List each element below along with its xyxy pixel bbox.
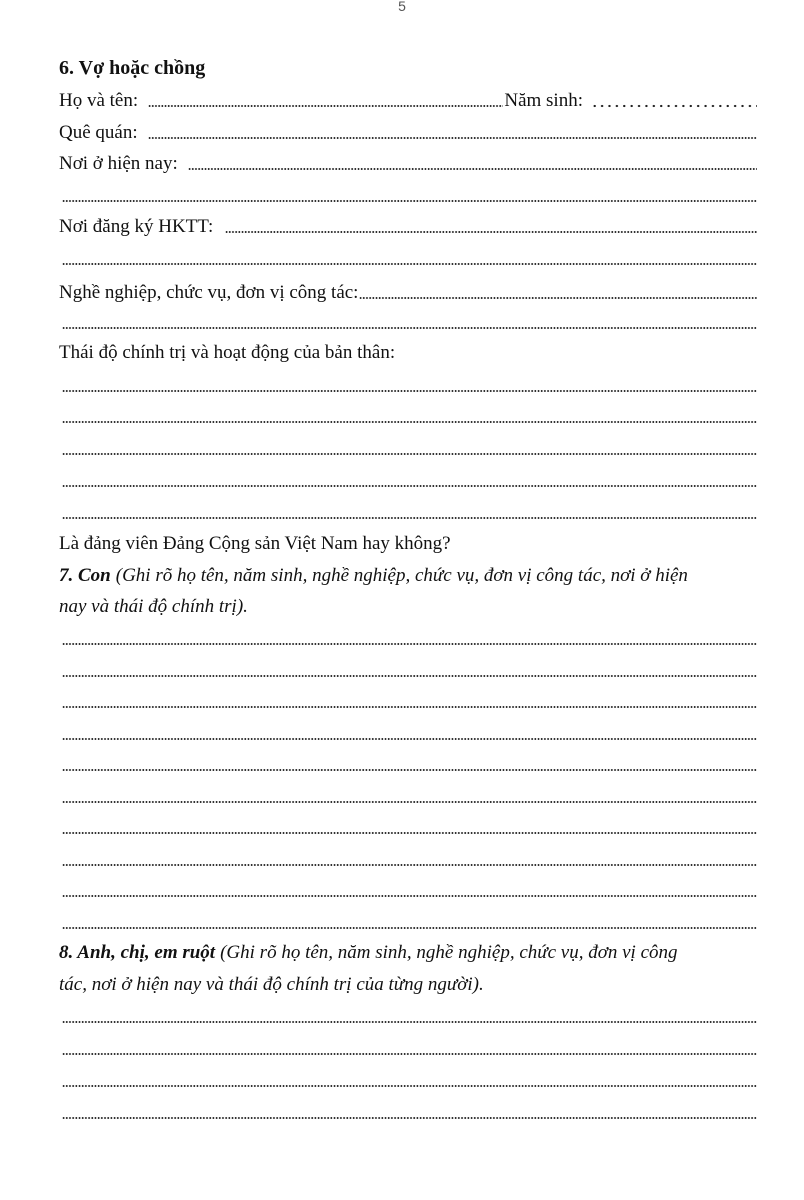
con-field-line-9[interactable]	[62, 894, 757, 898]
dang-vien-question: Là đảng viên Đảng Cộng sản Việt Nam hay không?	[59, 533, 451, 554]
nghe-nghiep-field[interactable]	[359, 296, 757, 300]
thai-do-line	[59, 437, 757, 461]
thai-do-row	[59, 341, 757, 365]
noi-dang-ky-label: Nơi đăng ký HKTT:	[59, 216, 214, 237]
con-field-line-8[interactable]	[62, 863, 757, 867]
ho-va-ten-field[interactable]	[148, 104, 503, 108]
section-7-note-line-1: (Ghi rõ họ tên, năm sinh, nghề nghiệp, chức vụ, đơn vị công tác, nơi ở hiện	[115, 565, 688, 586]
anh-chi-em-field-line-4[interactable]	[62, 1116, 757, 1120]
que-quan-row	[59, 121, 757, 145]
con-line	[59, 848, 757, 872]
nghe-nghiep-label: Nghề nghiệp, chức vụ, đơn vị công tác:	[59, 282, 359, 303]
section-7-title-row	[59, 564, 757, 588]
noi-dang-ky-row	[59, 215, 757, 239]
thai-do-field-line-5[interactable]	[62, 516, 757, 520]
noi-o-row	[59, 152, 757, 176]
nam-sinh-field[interactable]	[591, 104, 757, 108]
thai-do-field-line-4[interactable]	[62, 484, 757, 488]
thai-do-label: Thái độ chính trị và hoạt động của bản thân:	[59, 342, 396, 363]
thai-do-line	[59, 374, 757, 398]
section-8-note-row	[59, 973, 757, 997]
con-line	[59, 659, 757, 683]
anh-chi-em-field-line-1[interactable]	[62, 1020, 757, 1024]
con-line	[59, 627, 757, 651]
section-8-title-row	[59, 941, 757, 965]
anh-chi-em-field-line-3[interactable]	[62, 1084, 757, 1088]
noi-dang-ky-field[interactable]	[225, 230, 757, 234]
thai-do-field-line-1[interactable]	[62, 389, 757, 393]
con-line	[59, 785, 757, 809]
thai-do-field-line-2[interactable]	[62, 420, 757, 424]
section-8-heading: 8. Anh, chị, em ruột	[59, 942, 216, 963]
que-quan-label: Quê quán:	[59, 122, 138, 143]
nghe-nghiep-field-line-2[interactable]	[62, 326, 757, 330]
section-8-note-line-2: tác, nơi ở hiện nay và thái độ chính trị của từng người).	[59, 974, 484, 995]
noi-dang-ky-continuation-row	[59, 247, 757, 271]
section-8-note-line-1: (Ghi rõ họ tên, năm sinh, nghề nghiệp, chức vụ, đơn vị công	[220, 942, 678, 963]
con-field-line-6[interactable]	[62, 800, 757, 804]
section-7-note-line-2: nay và thái độ chính trị).	[59, 596, 248, 617]
que-quan-field[interactable]	[148, 136, 757, 140]
ho-va-ten-row	[59, 89, 757, 113]
anh-chi-em-line	[59, 1005, 757, 1029]
con-field-line-5[interactable]	[62, 768, 757, 772]
nghe-nghiep-row	[59, 281, 757, 305]
con-field-line-3[interactable]	[62, 705, 757, 709]
con-line	[59, 879, 757, 903]
thai-do-line	[59, 405, 757, 429]
con-line	[59, 753, 757, 777]
noi-o-continuation-row	[59, 184, 757, 208]
anh-chi-em-field-line-2[interactable]	[62, 1052, 757, 1056]
noi-o-field-line-2[interactable]	[62, 199, 757, 203]
con-line	[59, 690, 757, 714]
section-7-heading: 7. Con	[59, 565, 111, 586]
dang-vien-row	[59, 532, 757, 556]
noi-dang-ky-field-line-2[interactable]	[62, 262, 757, 266]
noi-o-field[interactable]	[188, 167, 757, 171]
con-field-line-4[interactable]	[62, 737, 757, 741]
noi-o-label: Nơi ở hiện nay:	[59, 153, 178, 174]
nghe-nghiep-continuation-row	[59, 311, 757, 335]
con-field-line-1[interactable]	[62, 642, 757, 646]
con-line	[59, 722, 757, 746]
con-line	[59, 911, 757, 935]
anh-chi-em-line	[59, 1037, 757, 1061]
anh-chi-em-line	[59, 1101, 757, 1125]
section-6-heading: 6. Vợ hoặc chồng	[59, 57, 206, 79]
thai-do-field-line-3[interactable]	[62, 452, 757, 456]
section-6-title	[59, 56, 757, 80]
nam-sinh-label: Năm sinh:	[504, 90, 583, 111]
page-number: 5	[398, 0, 406, 14]
con-field-line-7[interactable]	[62, 831, 757, 835]
ho-va-ten-label: Họ và tên:	[59, 90, 139, 111]
thai-do-line	[59, 501, 757, 525]
con-line	[59, 816, 757, 840]
con-field-line-10[interactable]	[62, 926, 757, 930]
section-7-note-row	[59, 595, 757, 619]
anh-chi-em-line	[59, 1069, 757, 1093]
thai-do-line	[59, 469, 757, 493]
con-field-line-2[interactable]	[62, 674, 757, 678]
